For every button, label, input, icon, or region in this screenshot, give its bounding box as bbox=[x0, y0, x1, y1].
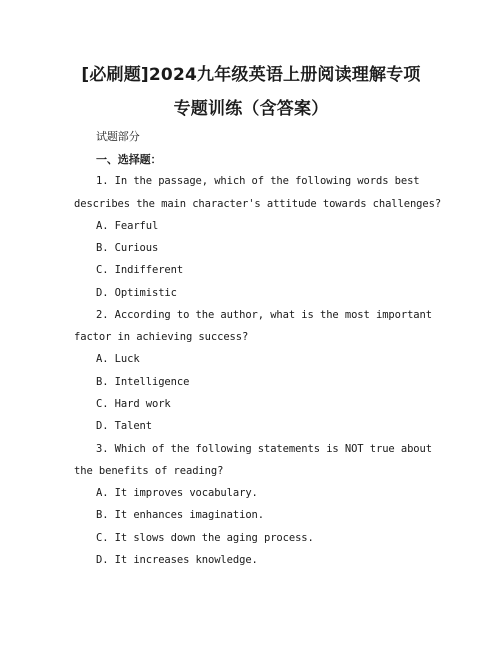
question-2-stem-line-1: 2. According to the author, what is the most important bbox=[96, 309, 432, 321]
question-1-stem-line-2: describes the main character's attitude towards challenges? bbox=[74, 198, 442, 210]
question-3-stem-line-1: 3. Which of the following statements is NOT true about bbox=[96, 443, 432, 455]
question-2-stem-line-2: factor in achieving success? bbox=[74, 331, 249, 343]
question-2-option-a: A. Luck bbox=[96, 353, 140, 365]
question-1-option-d: D. Optimistic bbox=[96, 287, 177, 299]
question-1-option-b: B. Curious bbox=[96, 242, 159, 254]
question-3-stem-line-2: the benefits of reading? bbox=[74, 465, 224, 477]
question-3-option-d: D. It increases knowledge. bbox=[96, 554, 258, 566]
question-2-option-b: B. Intelligence bbox=[96, 376, 190, 388]
document-title-line-2: 专题训练（含答案） bbox=[173, 99, 329, 119]
question-1-option-a: A. Fearful bbox=[96, 220, 159, 232]
question-3-option-a: A. It improves vocabulary. bbox=[96, 487, 258, 499]
question-1-option-c: C. Indifferent bbox=[96, 264, 184, 276]
question-1-stem-line-1: 1. In the passage, which of the following words best bbox=[96, 175, 420, 187]
question-2-option-c: C. Hard work bbox=[96, 398, 171, 410]
question-3-option-c: C. It slows down the aging process. bbox=[96, 532, 314, 544]
question-2-option-d: D. Talent bbox=[96, 420, 152, 432]
document-title-line-1: [必刷题]2024九年级英语上册阅读理解专项 bbox=[81, 65, 421, 85]
section-label: 试题部分 bbox=[96, 130, 140, 143]
question-3-option-b: B. It enhances imagination. bbox=[96, 509, 264, 521]
part-heading: 一、选择题： bbox=[96, 153, 162, 166]
